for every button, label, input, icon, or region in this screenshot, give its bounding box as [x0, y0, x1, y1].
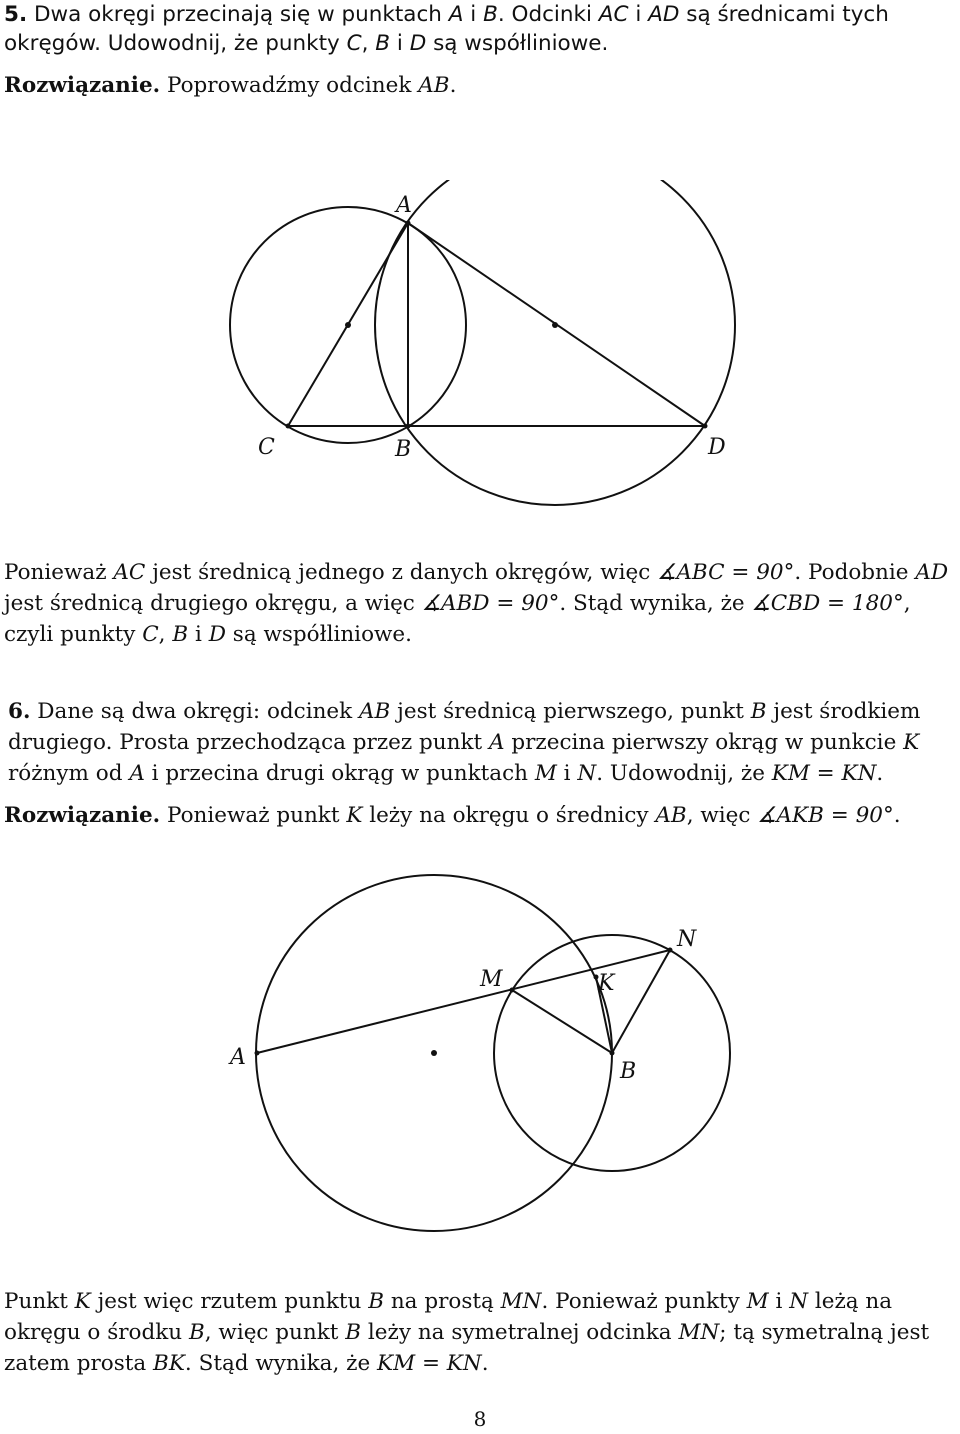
label-b: B [395, 437, 412, 462]
text-run: , [903, 591, 911, 616]
math-run: A [129, 761, 145, 786]
math-run: AC [598, 2, 629, 27]
text-run: . Udowodnij, że [596, 761, 772, 786]
page-number: 8 [473, 1407, 487, 1431]
text-run: Dane są dwa okręgi: odcinek [37, 699, 360, 724]
text-run: , [158, 622, 173, 647]
problem-6-solution-intro [4, 801, 901, 831]
math-run: KM = KN [771, 761, 877, 786]
circle-diameter-ad [375, 180, 735, 505]
math-run: C [142, 622, 159, 647]
math-run: N [577, 761, 597, 786]
text-run: ° [882, 803, 894, 828]
text-run: i [463, 2, 484, 27]
label-a: A [230, 1045, 246, 1070]
text-run: . Ponieważ punkty [541, 1289, 747, 1314]
text-run: jest średnicą pierwszego, punkt [390, 699, 751, 724]
label-c: C [258, 435, 275, 460]
point-d-dot [703, 424, 708, 429]
text-run: . [449, 73, 457, 98]
text-run: i [556, 761, 578, 786]
point-m-dot [510, 988, 515, 993]
text-run: ° [783, 560, 795, 585]
label-n: N [677, 927, 697, 952]
text-run: jest więc rzutem punktu [90, 1289, 369, 1314]
problem-6-line-2 [8, 728, 919, 758]
text-run: i [628, 2, 649, 27]
text-run: leży na symetralnej odcinka [361, 1320, 679, 1345]
point-b-dot [406, 424, 411, 429]
math-run: B [345, 1320, 362, 1345]
text-run: , [361, 31, 376, 56]
label-m: M [480, 967, 503, 992]
math-run: ∡ABD = 90 [421, 591, 549, 616]
text-run: Dwa okręgi przecinają się w punktach [33, 2, 449, 27]
text-run: ° [548, 591, 560, 616]
math-run: A [448, 2, 464, 27]
label-d: D [708, 435, 726, 460]
solution-label: Rozwiązanie. [4, 73, 161, 98]
math-run: B [483, 2, 498, 27]
text-run: jest środkiem [766, 699, 921, 724]
math-run: B [375, 31, 391, 56]
label-b: B [620, 1059, 637, 1084]
text-run: Ponieważ punkt [166, 803, 347, 828]
text-run: są współliniowe. [225, 622, 412, 647]
text-run: leży na okręgu o średnicy [362, 803, 656, 828]
math-run: B [368, 1289, 384, 1314]
math-run: AD [648, 2, 680, 27]
problem-5-solution-line-1 [4, 558, 948, 588]
math-run: AC [113, 560, 146, 585]
math-run: AD [915, 560, 949, 585]
math-run: M [746, 1289, 769, 1314]
text-run: drugiego. Prosta przechodząca przez punkt [8, 730, 489, 755]
text-run: . Stąd wynika, że [184, 1351, 378, 1376]
problem-5-solution-line-2 [4, 589, 911, 619]
math-run: K [903, 730, 920, 755]
problem-5-line-2 [4, 29, 608, 59]
math-run: D [208, 622, 226, 647]
text-run: . [893, 803, 901, 828]
point-c-dot [286, 424, 291, 429]
text-run: . [481, 1351, 489, 1376]
text-run: Ponieważ [4, 560, 114, 585]
text-run: , więc punkt [204, 1320, 346, 1345]
text-run: ; tą symetralną jest [719, 1320, 930, 1345]
math-run: AB [655, 803, 687, 828]
math-run: K [346, 803, 363, 828]
text-run: na prostą [384, 1289, 501, 1314]
text-run: , więc [686, 803, 758, 828]
problem-6-line-1 [8, 697, 920, 727]
math-run: C [346, 31, 362, 56]
point-a-dot [406, 221, 411, 226]
center-dot [431, 1050, 437, 1056]
math-run: M [534, 761, 557, 786]
text-run: jest średnicą jednego z danych okręgów, więc [145, 560, 658, 585]
text-run: i [768, 1289, 790, 1314]
math-run: BK [153, 1351, 185, 1376]
math-run: ∡CBD = 180 [751, 591, 893, 616]
text-run: leżą na [808, 1289, 893, 1314]
text-run: i [390, 31, 410, 56]
math-run: D [409, 31, 427, 56]
math-run: N [789, 1289, 809, 1314]
problem-6-solution-line-3 [4, 1349, 489, 1379]
center-dot [345, 322, 351, 328]
text-run: . [876, 761, 884, 786]
text-run: . Odcinki [497, 2, 599, 27]
text-run: ° [892, 591, 904, 616]
text-run: są współliniowe. [426, 31, 609, 56]
math-run: MN [500, 1289, 542, 1314]
solution-label: Rozwiązanie. [4, 803, 161, 828]
problem-5-solution-intro [4, 71, 456, 101]
text-run: i [188, 622, 209, 647]
point-b-dot [610, 1051, 615, 1056]
problem-6-line-3 [8, 759, 883, 789]
label-k: K [598, 971, 615, 996]
math-run: B [750, 699, 767, 724]
text-run: . Stąd wynika, że [559, 591, 752, 616]
problem-6-number: 6. [8, 699, 31, 724]
math-run: ∡ABC = 90 [657, 560, 784, 585]
math-run: K [74, 1289, 91, 1314]
problem-5-solution-line-3 [4, 620, 412, 650]
math-run: AB [359, 699, 391, 724]
text-run: są średnicami tych [679, 2, 889, 27]
point-a-dot [255, 1051, 260, 1056]
text-run: przecina pierwszy okrąg w punkcie [504, 730, 904, 755]
math-run: KM = KN [377, 1351, 482, 1376]
problem-5-number: 5. [4, 2, 28, 27]
segment-bn [612, 950, 670, 1053]
text-run: . Podobnie [794, 560, 916, 585]
math-run: ∡AKB = 90 [757, 803, 883, 828]
text-run: okręgu o środku [4, 1320, 189, 1345]
problem-6-solution-line-2 [4, 1318, 929, 1348]
point-n-dot [668, 948, 673, 953]
segment-bm [512, 990, 612, 1053]
problem-5-line-1 [4, 0, 889, 30]
math-run: AB [418, 73, 450, 98]
center-dot [552, 322, 558, 328]
text-run: Poprowadźmy odcinek [166, 73, 419, 98]
text-run: czyli punkty [4, 622, 143, 647]
problem-6-solution-line-1 [4, 1287, 892, 1317]
label-a: A [396, 193, 412, 218]
math-run: B [172, 622, 189, 647]
text-run: Punkt [4, 1289, 75, 1314]
math-run: MN [678, 1320, 720, 1345]
figure-6-diagram [0, 850, 960, 1280]
text-run: okręgów. Udowodnij, że punkty [4, 31, 347, 56]
figure-5-diagram [0, 180, 960, 600]
text-run: zatem prosta [4, 1351, 154, 1376]
math-run: A [489, 730, 505, 755]
text-run: i przecina drugi okrąg w punktach [144, 761, 535, 786]
text-run: różnym od [8, 761, 130, 786]
text-run: jest średnicą drugiego okręgu, a więc [4, 591, 422, 616]
math-run: B [188, 1320, 205, 1345]
